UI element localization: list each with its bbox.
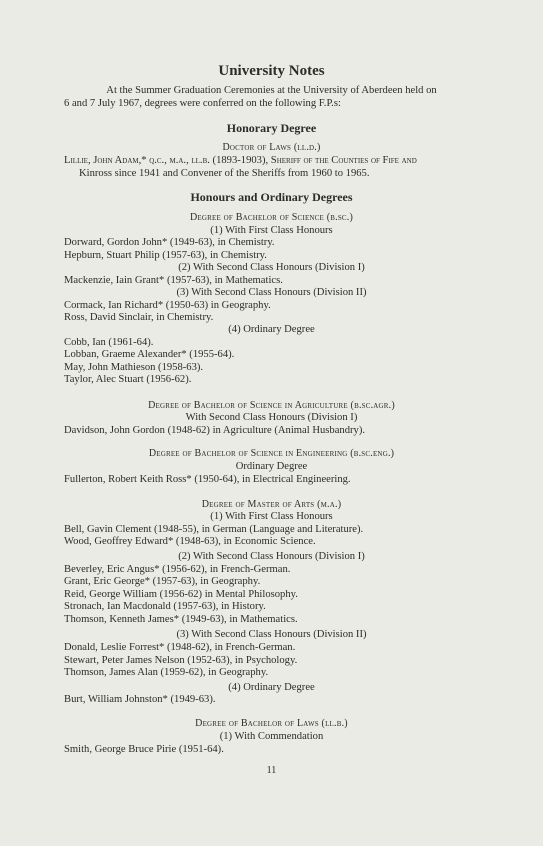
ma-class-3: (3) With Second Class Honours (Division II) (176, 629, 367, 640)
list-item: Smith, George Bruce Pirie (1951-64). (64, 744, 224, 755)
list-item: May, John Mathieson (1958-63). (64, 362, 204, 373)
bsc-degree: Degree of Bachelor of Science (b.sc.) (189, 212, 354, 223)
bsceng-degree: Degree of Bachelor of Science in Engineering (b.sc.eng.) (148, 448, 395, 459)
list-item: Beverley, Eric Angus* (1956-62), in French-German. (64, 564, 291, 575)
honorary-entry-line-1: Lillie, John Adam,* q.c., m.a., ll.b. (1893-1903), Sheriff of the Counties of Fife and (64, 155, 417, 166)
list-item: Stronach, Ian Macdonald (1957-63), in History. (64, 601, 266, 612)
list-item: Thomson, James Alan (1959-62), in Geography. (64, 667, 269, 678)
list-item: Ross, David Sinclair, in Chemistry. (64, 312, 214, 323)
list-item: Bell, Gavin Clement (1948-55), in German (Language and Literature). (64, 524, 364, 535)
list-item: Stewart, Peter James Nelson (1952-63), in Psychology. (64, 655, 298, 666)
bscagr-class: With Second Class Honours (Division I) (185, 412, 358, 423)
ma-class-4: (4) Ordinary Degree (228, 682, 315, 693)
intro-line-1: At the Summer Graduation Ceremonies at the University of Aberdeen held on (106, 85, 437, 96)
ma-degree: Degree of Master of Arts (m.a.) (201, 499, 342, 510)
list-item: Grant, Eric George* (1957-63), in Geography. (64, 576, 261, 587)
list-item: Dorward, Gordon John* (1949-63), in Chemistry. (64, 237, 275, 248)
list-item: Taylor, Alec Stuart (1956-62). (64, 374, 192, 385)
honorary-degree: Doctor of Laws (ll.d.) (222, 142, 321, 153)
intro-line-2: 6 and 7 July 1967, degrees were conferred on the following F.P.s: (64, 98, 341, 109)
ma-class-2: (2) With Second Class Honours (Division I) (178, 551, 365, 562)
list-item: Hepburn, Stuart Philip (1957-63), in Chemistry. (64, 250, 267, 261)
list-item: Mackenzie, Iain Grant* (1957-63), in Mathematics. (64, 275, 283, 286)
honorary-heading: Honorary Degree (226, 121, 317, 135)
list-item: Thomson, Kenneth James* (1949-63), in Mathematics. (64, 614, 298, 625)
list-item: Fullerton, Robert Keith Ross* (1950-64), in Electrical Engineering. (64, 474, 351, 485)
list-item: Donald, Leslie Forrest* (1948-62), in French-German. (64, 642, 296, 653)
bsceng-class: Ordinary Degree (235, 461, 308, 472)
list-item: Reid, George William (1956-62) in Mental Philosophy. (64, 589, 298, 600)
bsc-class-4: (4) Ordinary Degree (228, 324, 315, 335)
list-item: Lobban, Graeme Alexander* (1955-64). (64, 349, 235, 360)
list-item: Cormack, Ian Richard* (1950-63) in Geography. (64, 300, 271, 311)
list-item: Davidson, John Gordon (1948-62) in Agriculture (Animal Husbandry). (64, 425, 365, 436)
llb-class: (1) With Commendation (219, 731, 324, 742)
bsc-class-1: (1) With First Class Honours (210, 225, 333, 236)
llb-degree: Degree of Bachelor of Laws (ll.b.) (195, 718, 348, 729)
bscagr-degree: Degree of Bachelor of Science in Agriculture (b.sc.agr.) (148, 400, 395, 411)
list-item: Burt, William Johnston* (1949-63). (64, 694, 216, 705)
honours-heading: Honours and Ordinary Degrees (190, 190, 353, 204)
list-item: Cobb, Ian (1961-64). (64, 337, 154, 348)
bsc-class-3: (3) With Second Class Honours (Division II) (176, 287, 367, 298)
page-number: 11 (266, 765, 277, 776)
bsc-class-2: (2) With Second Class Honours (Division I) (178, 262, 365, 273)
list-item: Wood, Geoffrey Edward* (1948-63), in Economic Science. (64, 536, 316, 547)
page-title: University Notes (218, 63, 325, 79)
honorary-entry-line-2: Kinross since 1941 and Convener of the Sheriffs from 1960 to 1965. (79, 168, 370, 179)
ma-class-1: (1) With First Class Honours (210, 511, 333, 522)
